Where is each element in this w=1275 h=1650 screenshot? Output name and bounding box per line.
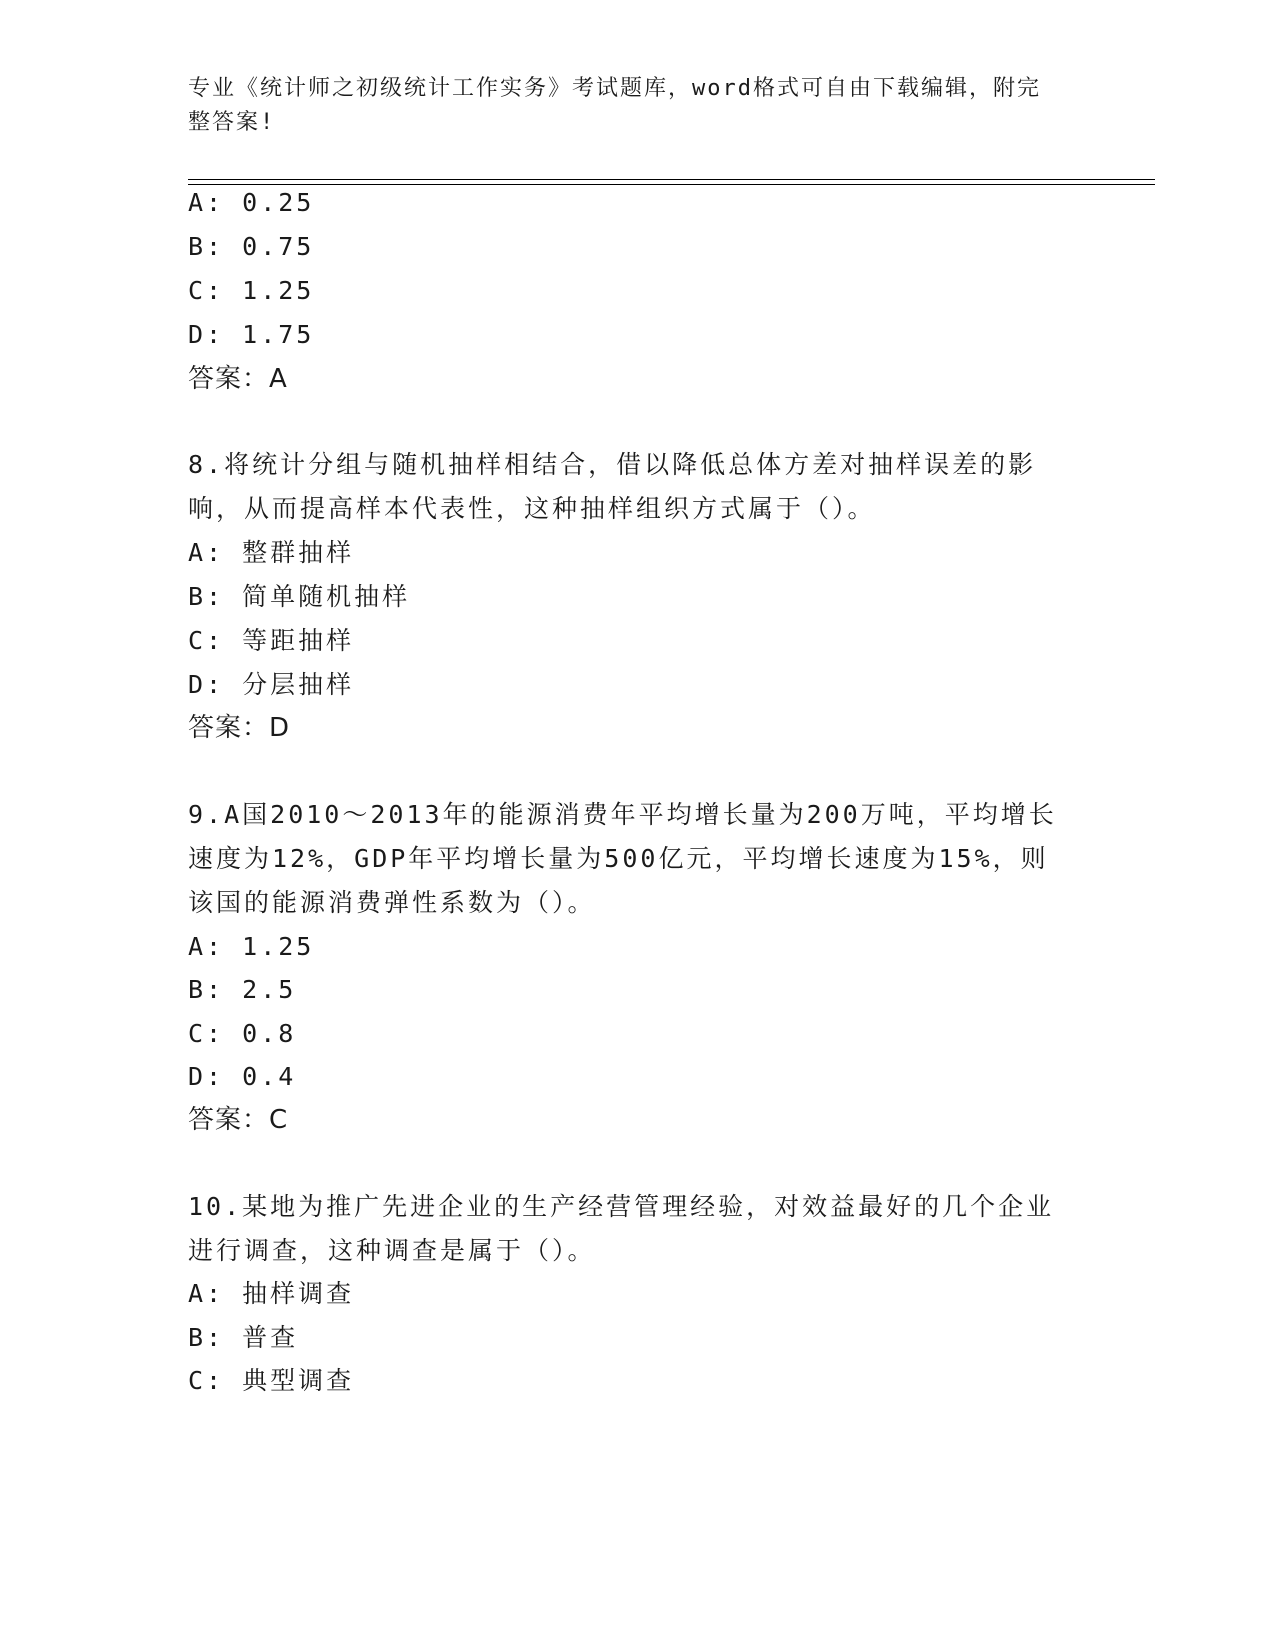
q8-stem-line-2: 响，从而提高样本代表性，这种抽样组织方式属于（）。 xyxy=(188,494,876,523)
q9-option-a: A: 1.25 xyxy=(188,932,315,961)
q9-stem-line-3: 该国的能源消费弹性系数为（）。 xyxy=(188,888,596,917)
q9-option-d: D: 0.4 xyxy=(188,1062,297,1091)
q7-answer: 答案：A xyxy=(188,364,288,394)
q7-option-c: C: 1.25 xyxy=(188,276,315,305)
document-header xyxy=(188,72,1068,140)
q10-option-a: A: 抽样调查 xyxy=(188,1279,355,1308)
q8-option-c: C: 等距抽样 xyxy=(188,626,355,655)
q8-option-b: B: 简单随机抽样 xyxy=(188,582,411,611)
q7-option-b: B: 0.75 xyxy=(188,232,315,261)
q8-answer: 答案：D xyxy=(188,713,291,743)
q9-option-b: B: 2.5 xyxy=(188,975,297,1004)
header-line-1: 专业《统计师之初级统计工作实务》考试题库，word格式可自由下载编辑，附完 xyxy=(188,76,1041,101)
header-line-2: 整答案! xyxy=(188,110,276,135)
q7-option-a: A: 0.25 xyxy=(188,188,315,217)
q8-stem-line-1: 8.将统计分组与随机抽样相结合，借以降低总体方差对抽样误差的影 xyxy=(188,450,1037,479)
q9-stem-line-2: 速度为12%，GDP年平均增长量为500亿元，平均增长速度为15%，则 xyxy=(188,844,1049,873)
q10-stem-line-2: 进行调查，这种调查是属于（）。 xyxy=(188,1236,596,1265)
q9-stem-line-1: 9.A国2010～2013年的能源消费年平均增长量为200万吨，平均增长 xyxy=(188,800,1057,829)
q9-answer: 答案：C xyxy=(188,1105,289,1135)
q8-option-a: A: 整群抽样 xyxy=(188,538,355,567)
q10-stem-line-1: 10.某地为推广先进企业的生产经营管理经验，对效益最好的几个企业 xyxy=(188,1192,1055,1221)
q7-option-d: D: 1.75 xyxy=(188,320,315,349)
q10-option-b: B: 普查 xyxy=(188,1323,299,1352)
q8-option-d: D: 分层抽样 xyxy=(188,670,355,699)
q9-option-c: C: 0.8 xyxy=(188,1019,297,1048)
q10-option-c: C: 典型调查 xyxy=(188,1366,355,1395)
